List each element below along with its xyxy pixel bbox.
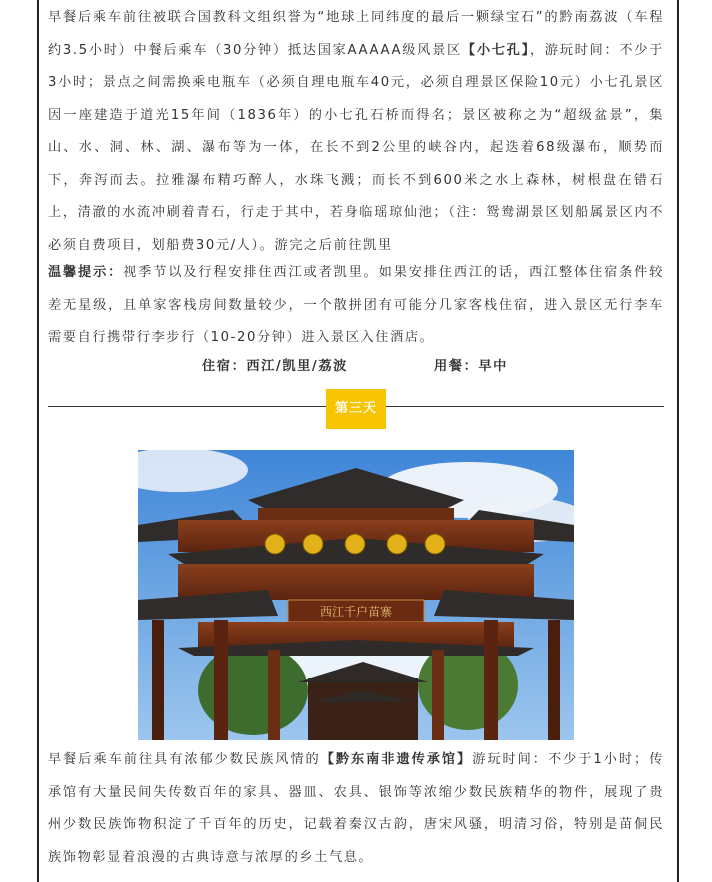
day3-badge: 第三天	[326, 389, 386, 429]
gate-sign-text: 西江千户苗寨	[319, 605, 393, 619]
scenic-name-heritage-hall: 【黔东南非遗传承馆】	[320, 752, 473, 767]
accommodation-info: 住宿：西江/凯里/荔波	[202, 359, 348, 374]
meal-info: 用餐：早中	[434, 359, 508, 374]
left-border	[37, 0, 39, 882]
warm-tip	[48, 257, 664, 355]
right-border	[677, 0, 679, 882]
warm-tip-label: 温馨提示：	[48, 265, 124, 280]
warm-tip-text: 视季节以及行程安排住西江或者凯里。如果安排住西江的话，西江整体住宿条件较差无星级，且单家客栈房间数量较少，一个散拼团有可能分几家客栈住宿，进入景区无行李车需要自行携带行李步行（10-20分钟）进入景区入住酒店。	[48, 265, 664, 345]
stay-meal-row	[48, 355, 664, 383]
miao-village-gate-photo	[138, 450, 574, 740]
day3-description: 早餐后乘车前往具有浓郁少数民族风情的【黔东南非遗传承馆】游玩时间：不少于1小时；传承馆有大量民间失传数百年的家具、器皿、农具、银饰等浓缩少数民族精华的物件，展现了贵州少数民族饰物积淀了千百年的历史，记载着秦汉古韵，唐宋风骚，明清习俗，特别是苗侗民族饰物彰显着浪漫的古典诗意与浓厚的乡土气息。	[48, 752, 664, 865]
scenic-name-xiaoqikong: 【小七孔】	[461, 42, 530, 58]
day2-description: 早餐后乘车前往被联合国教科文组织誉为“地球上同纬度的最后一颗绿宝石”的黔南荔波（车程约3.5小时）中餐后乘车（30分钟）抵达国家AAAAA级风景区【小七孔】，游玩时间：不少于3小时；景点之间需换乘电瓶车（必须自理电瓶车40元，必须自理景区保险10元）小七孔景区因一座建造于道光15年间（1836年）的小七孔石桥而得名；景区被称之为“超级盆景”，集山、水、洞、林、湖、瀑布等为一体，在长不到2公里的峡谷内，起迭着68级瀑布，顺势而下，奔泻而去。拉雅瀑布精巧醉人，水珠飞溅；而长不到600米之水上森林，树根盘在错石上，清澈的水流冲刷着青石，行走于其中，若身临瑶琼仙池；（注：鸳鸯湖景区划船属景区内不必须自费项目，划船费30元/人）。游完之后前往凯里	[48, 10, 664, 253]
